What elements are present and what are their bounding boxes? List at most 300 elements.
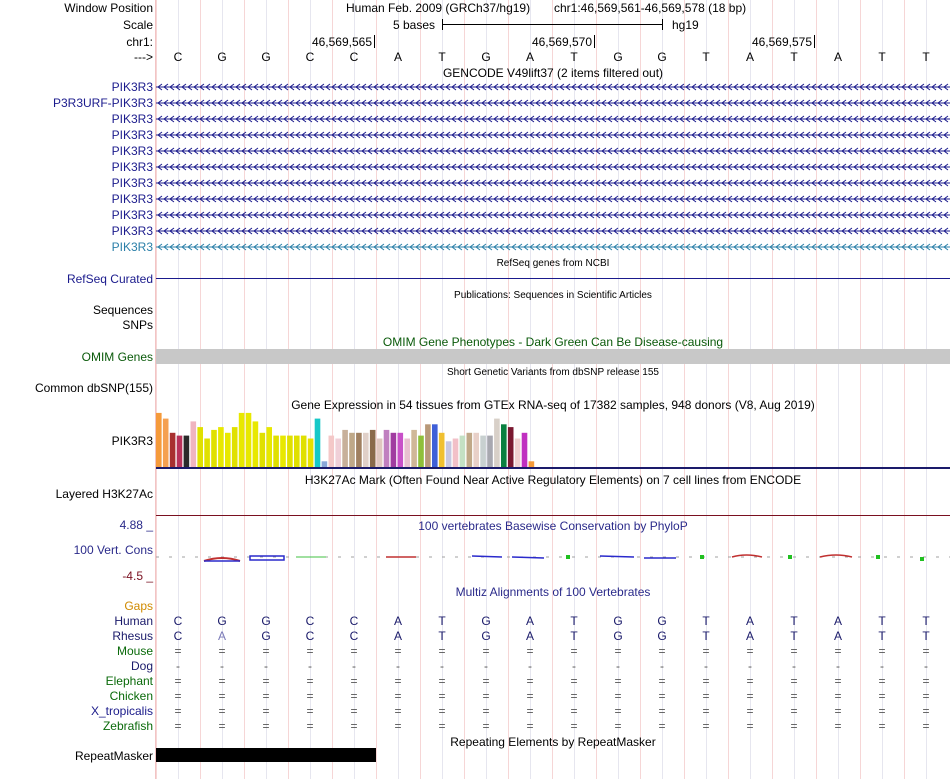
gtex-tissue-bar[interactable] — [356, 433, 362, 467]
publications-snps-label[interactable]: SNPs — [122, 318, 153, 332]
publications-sequences-label[interactable]: Sequences — [92, 303, 153, 317]
phylop-peak-11 — [732, 555, 762, 557]
multiz-base: = — [614, 644, 622, 658]
multiz-base: = — [614, 704, 622, 718]
multiz-base: C — [305, 629, 315, 643]
multiz-base: = — [614, 674, 622, 688]
multiz-base: C — [349, 629, 359, 643]
multiz-base: = — [262, 719, 270, 733]
multiz-base: = — [482, 689, 490, 703]
multiz-base: = — [702, 719, 710, 733]
dna-base: G — [217, 50, 227, 64]
multiz-base: = — [658, 704, 666, 718]
gtex-tissue-bar[interactable] — [218, 427, 224, 467]
multiz-base: = — [174, 704, 182, 718]
multiz-base: = — [834, 704, 842, 718]
window-position-label: Window Position — [64, 1, 153, 15]
gtex-tissue-bar[interactable] — [232, 427, 238, 467]
transcript-intron-arrows — [156, 160, 950, 174]
phylop-seg-6 — [512, 557, 544, 558]
gtex-tissue-bar[interactable] — [398, 433, 404, 467]
multiz-base: = — [746, 704, 754, 718]
gtex-tissue-bar[interactable] — [246, 413, 252, 467]
multiz-base: - — [704, 659, 708, 673]
multiz-base: = — [306, 644, 314, 658]
ruler-tick-label: 46,569,570 — [531, 35, 592, 49]
transcript-intron-arrows — [156, 192, 950, 206]
multiz-base: - — [352, 659, 356, 673]
gtex-tissue-bar[interactable] — [460, 436, 466, 467]
gtex-tissue-bar[interactable] — [432, 424, 438, 467]
multiz-species-label[interactable]: Mouse — [116, 644, 153, 658]
multiz-base: = — [174, 644, 182, 658]
multiz-base: = — [526, 689, 534, 703]
multiz-base: T — [790, 614, 798, 628]
multiz-base: = — [922, 719, 930, 733]
dna-base: T — [438, 50, 446, 64]
multiz-base: = — [790, 689, 798, 703]
multiz-base: A — [745, 614, 754, 628]
multiz-base: = — [922, 644, 930, 658]
multiz-base: = — [306, 674, 314, 688]
gencode-transcript[interactable] — [156, 160, 950, 174]
multiz-base: = — [746, 689, 754, 703]
gencode-item-label[interactable]: PIK3R3 — [111, 240, 153, 254]
multiz-base: C — [349, 614, 359, 628]
gtex-tissue-bar[interactable] — [501, 424, 507, 467]
gtex-tissue-bar[interactable] — [170, 433, 176, 467]
gtex-gene-label[interactable]: PIK3R3 — [111, 434, 153, 448]
multiz-base: = — [174, 689, 182, 703]
multiz-base: T — [878, 614, 886, 628]
phylop-wiggle[interactable] — [156, 545, 950, 569]
phylop-block-2 — [250, 556, 284, 560]
phylop-min-label: -4.5 _ — [122, 569, 153, 583]
gtex-tissue-bar[interactable] — [439, 433, 445, 467]
multiz-base: = — [482, 674, 490, 688]
multiz-base: = — [306, 719, 314, 733]
transcript-intron-arrows — [156, 224, 950, 238]
gtex-tissue-bar[interactable] — [418, 436, 424, 467]
omim-gene-bar[interactable] — [156, 349, 950, 364]
refseq-title: RefSeq genes from NCBI — [496, 258, 610, 269]
multiz-base: = — [702, 704, 710, 718]
dna-base: A — [525, 50, 534, 64]
gtex-tissue-bar[interactable] — [342, 430, 348, 467]
multiz-base: G — [481, 614, 491, 628]
dna-base: G — [261, 50, 271, 64]
multiz-base: - — [924, 659, 928, 673]
multiz-base: = — [702, 674, 710, 688]
transcript-intron-arrows — [156, 144, 950, 158]
multiz-base: = — [834, 674, 842, 688]
multiz-base: - — [264, 659, 268, 673]
gtex-tissue-bar[interactable] — [377, 439, 383, 468]
gtex-tissue-bar[interactable] — [515, 439, 521, 468]
multiz-base: = — [306, 704, 314, 718]
publications-title: Publications: Sequences in Scientific Articles — [454, 290, 652, 301]
scale-label: Scale — [122, 18, 153, 32]
ruler-chrom-label: chr1: — [126, 35, 153, 49]
transcript-intron-arrows — [156, 128, 950, 142]
multiz-base: A — [393, 614, 402, 628]
multiz-base: A — [833, 629, 842, 643]
phylop-dot-10 — [700, 555, 704, 559]
multiz-base: = — [394, 674, 402, 688]
multiz-base: = — [482, 644, 490, 658]
multiz-base: G — [261, 614, 271, 628]
dna-base: C — [349, 50, 359, 64]
gencode-item-label[interactable]: P3R3URF-PIK3R3 — [52, 96, 153, 110]
multiz-base: = — [878, 689, 886, 703]
multiz-base: = — [614, 689, 622, 703]
dna-base: C — [305, 50, 315, 64]
multiz-species-label[interactable]: Dog — [130, 659, 153, 673]
dna-base: C — [173, 50, 183, 64]
multiz-species-label[interactable]: Rhesus — [112, 629, 153, 643]
multiz-base: = — [350, 704, 358, 718]
gencode-transcript[interactable] — [156, 224, 950, 238]
dbsnp-label[interactable]: Common dbSNP(155) — [34, 381, 153, 395]
multiz-base: - — [396, 659, 400, 673]
multiz-base: T — [702, 629, 710, 643]
dna-base: T — [922, 50, 930, 64]
h3k27ac-label[interactable]: Layered H3K27Ac — [55, 487, 153, 501]
multiz-base: G — [657, 614, 667, 628]
multiz-base: = — [526, 719, 534, 733]
strand-arrow-label[interactable]: ---> — [134, 50, 153, 64]
multiz-base: = — [790, 719, 798, 733]
multiz-base: = — [218, 689, 226, 703]
multiz-base: - — [880, 659, 884, 673]
gtex-tissue-bar[interactable] — [522, 433, 528, 467]
gtex-tissue-bar[interactable] — [280, 436, 286, 467]
h3k27ac-line — [156, 515, 950, 516]
gtex-tissue-bar[interactable] — [411, 430, 417, 467]
dbsnp-title: Short Genetic Variants from dbSNP release 155 — [447, 367, 659, 378]
phylop-peak-13 — [820, 555, 852, 557]
multiz-base: = — [570, 644, 578, 658]
multiz-base: G — [481, 629, 491, 643]
multiz-base: = — [614, 719, 622, 733]
scale-bar-left-tick — [442, 19, 443, 30]
gtex-tissue-bar[interactable] — [301, 436, 307, 467]
gencode-transcript[interactable] — [156, 128, 950, 142]
multiz-base: G — [613, 629, 623, 643]
multiz-base: = — [878, 719, 886, 733]
multiz-base: = — [570, 704, 578, 718]
multiz-base: = — [658, 689, 666, 703]
multiz-base: = — [262, 674, 270, 688]
multiz-base: = — [702, 644, 710, 658]
gtex-tissue-bar[interactable] — [363, 433, 369, 467]
gtex-tissue-bar[interactable] — [177, 436, 183, 467]
gencode-transcript[interactable] — [156, 144, 950, 158]
gencode-item-label[interactable]: PIK3R3 — [111, 112, 153, 126]
multiz-base: = — [570, 674, 578, 688]
ruler-tick-label: 46,569,575 — [751, 35, 812, 49]
multiz-base: = — [746, 719, 754, 733]
gtex-tissue-bar[interactable] — [315, 419, 321, 467]
multiz-base: A — [525, 614, 534, 628]
transcript-intron-arrows — [156, 176, 950, 190]
gtex-tissue-bar[interactable] — [287, 436, 293, 467]
multiz-base: = — [658, 719, 666, 733]
ruler-tick-mark — [814, 35, 815, 48]
multiz-base: - — [176, 659, 180, 673]
multiz-base: T — [702, 614, 710, 628]
multiz-base: = — [482, 719, 490, 733]
gtex-bar-chart[interactable] — [156, 410, 536, 467]
gtex-tissue-bar[interactable] — [204, 439, 210, 468]
gtex-tissue-bar[interactable] — [494, 419, 500, 467]
gencode-item-label[interactable]: PIK3R3 — [111, 192, 153, 206]
multiz-base: = — [394, 719, 402, 733]
multiz-base: C — [173, 629, 183, 643]
multiz-species-label[interactable]: Zebrafish — [102, 719, 153, 733]
multiz-base: T — [570, 614, 578, 628]
gtex-tissue-bar[interactable] — [211, 430, 217, 467]
multiz-base: = — [350, 674, 358, 688]
multiz-base: A — [745, 629, 754, 643]
multiz-base: - — [836, 659, 840, 673]
gtex-tissue-bar[interactable] — [253, 421, 259, 467]
multiz-base: = — [438, 644, 446, 658]
multiz-base: - — [220, 659, 224, 673]
phylop-seg-8 — [600, 556, 634, 557]
multiz-base: = — [526, 704, 534, 718]
multiz-base: = — [438, 719, 446, 733]
gtex-tissue-bar[interactable] — [384, 430, 390, 467]
gtex-tissue-bar[interactable] — [163, 419, 169, 467]
multiz-base: T — [790, 629, 798, 643]
gencode-item-label[interactable]: PIK3R3 — [111, 224, 153, 238]
multiz-base: = — [174, 719, 182, 733]
gencode-transcript[interactable] — [156, 192, 950, 206]
multiz-title: Multiz Alignments of 100 Vertebrates — [455, 585, 651, 599]
multiz-base: - — [440, 659, 444, 673]
multiz-base: - — [792, 659, 796, 673]
ruler-tick-mark — [594, 35, 595, 48]
multiz-base: - — [528, 659, 532, 673]
gencode-transcript[interactable] — [156, 112, 950, 126]
multiz-base: = — [482, 704, 490, 718]
multiz-base: T — [922, 614, 930, 628]
gtex-tissue-bar[interactable] — [487, 436, 493, 467]
gtex-tissue-bar[interactable] — [273, 436, 279, 467]
multiz-base: T — [922, 629, 930, 643]
scale-bar-right-tick — [662, 19, 663, 30]
omim-label[interactable]: OMIM Genes — [81, 350, 153, 364]
ruler-tick-label: 46,569,565 — [311, 35, 372, 49]
gencode-transcript[interactable] — [156, 240, 950, 254]
gencode-item-label[interactable]: PIK3R3 — [111, 128, 153, 142]
multiz-base: = — [922, 704, 930, 718]
multiz-base: = — [218, 674, 226, 688]
multiz-base: = — [438, 689, 446, 703]
gencode-title: GENCODE V49lift37 (2 items filtered out) — [442, 66, 664, 80]
dna-base: T — [570, 50, 578, 64]
multiz-base: A — [217, 629, 226, 643]
multiz-base: = — [262, 689, 270, 703]
repeatmasker-element[interactable] — [156, 748, 376, 762]
multiz-base: = — [218, 704, 226, 718]
position-range: chr1:46,569,561-46,569,578 (18 bp) — [554, 1, 747, 15]
phylop-title: 100 vertebrates Basewise Conservation by PhyloP — [418, 519, 688, 533]
multiz-base: = — [922, 674, 930, 688]
multiz-base: G — [613, 614, 623, 628]
multiz-base: = — [570, 719, 578, 733]
multiz-base: G — [657, 629, 667, 643]
dna-base: G — [481, 50, 491, 64]
multiz-base: - — [660, 659, 664, 673]
multiz-base: = — [834, 719, 842, 733]
multiz-base: = — [834, 689, 842, 703]
dna-base: G — [613, 50, 623, 64]
dna-base: T — [878, 50, 886, 64]
multiz-base: G — [261, 629, 271, 643]
dna-base: G — [657, 50, 667, 64]
transcript-intron-arrows — [156, 208, 950, 222]
multiz-species-label[interactable]: Chicken — [109, 689, 153, 703]
scale-db: hg19 — [672, 18, 699, 32]
gtex-tissue-bar[interactable] — [260, 433, 266, 467]
gtex-tissue-bar[interactable] — [184, 436, 190, 467]
multiz-base: A — [525, 629, 534, 643]
multiz-base: = — [438, 704, 446, 718]
gtex-tissue-bar[interactable] — [329, 436, 335, 467]
phylop-dot-12 — [788, 555, 792, 559]
gaps-label[interactable]: Gaps — [124, 599, 153, 613]
phylop-max-label: 4.88 _ — [119, 518, 153, 532]
omim-title: OMIM Gene Phenotypes - Dark Green Can Be Disease-causing — [382, 335, 724, 349]
multiz-base: C — [305, 614, 315, 628]
multiz-base: = — [790, 644, 798, 658]
multiz-base: = — [174, 674, 182, 688]
gtex-tissue-bar[interactable] — [266, 427, 272, 467]
multiz-base: = — [218, 644, 226, 658]
multiz-base: T — [570, 629, 578, 643]
phylop-dot-7 — [566, 555, 570, 559]
gtex-tissue-bar[interactable] — [225, 433, 231, 467]
transcript-intron-arrows — [156, 96, 950, 110]
gtex-tissue-bar[interactable] — [156, 413, 162, 467]
gtex-tissue-bar[interactable] — [349, 433, 355, 467]
gtex-tissue-bar[interactable] — [446, 441, 452, 467]
phylop-label[interactable]: 100 Vert. Cons — [73, 543, 153, 557]
dna-base: A — [745, 50, 754, 64]
multiz-species-label[interactable]: Elephant — [105, 674, 153, 688]
multiz-base: C — [173, 614, 183, 628]
gencode-item-label[interactable]: PIK3R3 — [111, 208, 153, 222]
multiz-species-label[interactable]: X_tropicalis — [90, 704, 153, 718]
gencode-item-label[interactable]: PIK3R3 — [111, 176, 153, 190]
gtex-tissue-bar[interactable] — [453, 439, 459, 468]
gtex-tissue-bar[interactable] — [508, 427, 514, 467]
multiz-base: = — [658, 644, 666, 658]
gtex-tissue-bar[interactable] — [370, 430, 376, 467]
refseq-gene-line[interactable] — [156, 278, 950, 279]
multiz-base: = — [790, 704, 798, 718]
gtex-tissue-bar[interactable] — [239, 413, 245, 467]
gencode-transcript[interactable] — [156, 80, 950, 94]
gtex-tissue-bar[interactable] — [294, 436, 300, 467]
multiz-base: = — [878, 674, 886, 688]
gtex-tissue-bar[interactable] — [404, 439, 410, 468]
gtex-tissue-bar[interactable] — [473, 433, 479, 467]
multiz-base: - — [748, 659, 752, 673]
gencode-transcript[interactable] — [156, 176, 950, 190]
phylop-dot-15 — [920, 557, 924, 561]
transcript-intron-arrows — [156, 80, 950, 94]
multiz-base: - — [616, 659, 620, 673]
multiz-base: = — [658, 674, 666, 688]
multiz-base: = — [702, 689, 710, 703]
multiz-base: - — [484, 659, 488, 673]
multiz-species-label[interactable]: Human — [114, 614, 153, 628]
multiz-base: = — [438, 674, 446, 688]
gtex-tissue-bar[interactable] — [335, 439, 341, 468]
repeatmasker-label[interactable]: RepeatMasker — [74, 749, 153, 763]
gtex-tissue-bar[interactable] — [191, 421, 197, 467]
transcript-intron-arrows — [156, 240, 950, 254]
gencode-transcript[interactable] — [156, 208, 950, 222]
gtex-tissue-bar[interactable] — [391, 433, 397, 467]
dna-base: T — [790, 50, 798, 64]
multiz-base: T — [438, 629, 446, 643]
gtex-baseline — [156, 467, 950, 469]
multiz-base: T — [878, 629, 886, 643]
multiz-base: = — [350, 689, 358, 703]
repeatmasker-title: Repeating Elements by RepeatMasker — [450, 735, 656, 749]
h3k27ac-title: H3K27Ac Mark (Often Found Near Active Regulatory Elements) on 7 cell lines from ENCODE — [304, 473, 802, 487]
gtex-tissue-bar[interactable] — [425, 424, 431, 467]
multiz-base: = — [922, 689, 930, 703]
gencode-item-label[interactable]: PIK3R3 — [111, 160, 153, 174]
scale-bar — [442, 24, 662, 25]
multiz-base: A — [833, 614, 842, 628]
gencode-item-label[interactable]: PIK3R3 — [111, 80, 153, 94]
gtex-tissue-bar[interactable] — [197, 427, 203, 467]
gtex-tissue-bar[interactable] — [308, 439, 314, 468]
multiz-base: = — [394, 689, 402, 703]
dna-base: T — [702, 50, 710, 64]
multiz-base: = — [746, 644, 754, 658]
ruler-tick-mark — [374, 35, 375, 48]
multiz-base: G — [217, 614, 227, 628]
assembly-title: Human Feb. 2009 (GRCh37/hg19) — [346, 1, 531, 15]
multiz-base: = — [878, 644, 886, 658]
dna-base: A — [393, 50, 402, 64]
gencode-transcript[interactable] — [156, 96, 950, 110]
multiz-base: = — [306, 689, 314, 703]
phylop-seg-5 — [472, 556, 502, 557]
multiz-base: = — [218, 719, 226, 733]
gtex-tissue-bar[interactable] — [480, 436, 486, 467]
phylop-dot-14 — [876, 555, 880, 559]
multiz-base: = — [350, 719, 358, 733]
multiz-base: = — [746, 674, 754, 688]
transcript-intron-arrows — [156, 112, 950, 126]
multiz-base: = — [350, 644, 358, 658]
multiz-base: = — [834, 644, 842, 658]
refseq-label[interactable]: RefSeq Curated — [66, 272, 153, 286]
multiz-base: = — [878, 704, 886, 718]
multiz-base: = — [526, 644, 534, 658]
multiz-base: T — [438, 614, 446, 628]
gtex-tissue-bar[interactable] — [467, 433, 473, 467]
gencode-item-label[interactable]: PIK3R3 — [111, 144, 153, 158]
